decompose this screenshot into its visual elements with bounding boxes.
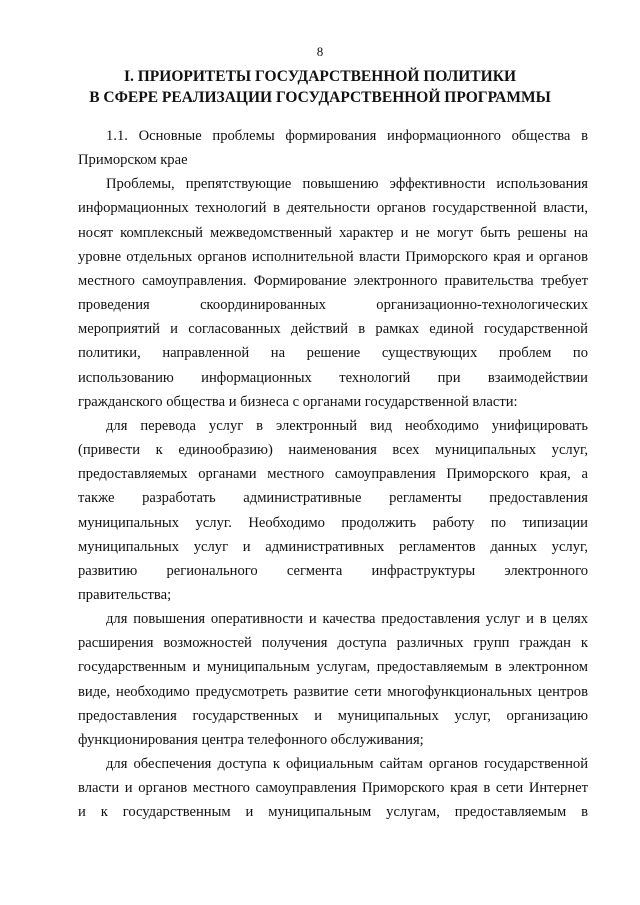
section-title [60,66,580,108]
text-line: развитию регионального сегмента инфраструктуры электронного [78,562,588,579]
text-line: виде, необходимо предусмотреть развитие сети многофункциональных центров [78,683,588,700]
section-title-line-1: I. ПРИОРИТЕТЫ ГОСУДАРСТВЕННОЙ ПОЛИТИКИ [123,68,517,85]
text-line: информационных технологий в деятельности органов государственной власти, [78,200,588,217]
text-line: власти и органов местного самоуправления Приморского края в сети Интернет [78,780,588,797]
text-line: гражданского общества и бизнеса с органами государственной власти: [78,393,518,410]
section-title-line-2: В СФЕРЕ РЕАЛИЗАЦИИ ГОСУДАРСТВЕННОЙ ПРОГРАММЫ [89,89,551,106]
text-line: использованию информационных технологий при взаимодействии [78,369,588,386]
text-line: уровне отдельных органов исполнительной власти Приморского края и органов [78,248,588,265]
text-line: политики, направленной на решение существующих проблем по [78,345,588,362]
text-line: муниципальных услуг. Необходимо продолжить работу по типизации [78,514,588,531]
text-line: местного самоуправления. Формирование электронного правительства требует [78,272,588,289]
text-line: (привести к единообразию) наименования всех муниципальных услуг, [78,442,588,459]
text-line: муниципальных услуг и административных регламентов данных услуг, [78,538,588,555]
text-line: мероприятий и согласованных действий в рамках единой государственной [78,321,588,338]
text-line: также разработать административные регламенты предоставления [78,490,588,507]
text-line: для повышения оперативности и качества предоставления услуг и в целях [106,611,588,628]
text-line: предоставления государственных и муниципальных услуг, организацию [78,707,588,724]
text-line: для обеспечения доступа к официальным сайтам органов государственной [106,756,588,773]
text-line: государственным и муниципальным услугам, предоставляемым в электронном [78,659,588,676]
text-line: проведения скоординированных организационно-технологических [78,297,588,314]
text-line: предоставляемых органами местного самоуправления Приморского края, а [78,466,588,483]
text-line: для перевода услуг в электронный вид необходимо унифицировать [106,417,588,434]
text-line: Проблемы, препятствующие повышению эффективности использования [106,176,588,193]
page-number: 8 [316,44,324,59]
text-line: расширения возможностей получения доступа различных групп граждан к [78,635,588,652]
body-text [78,124,588,825]
text-line: носят комплексный межведомственный характер и не могут быть решены на [78,224,588,241]
text-line: правительства; [78,586,172,603]
text-line: 1.1. Основные проблемы формирования информационного общества в [106,128,588,144]
text-line: функционирования центра телефонного обслуживания; [78,731,424,748]
text-line: Приморском крае [78,152,188,169]
text-line: и к государственным и муниципальным услугам, предоставляемым в [78,804,588,821]
